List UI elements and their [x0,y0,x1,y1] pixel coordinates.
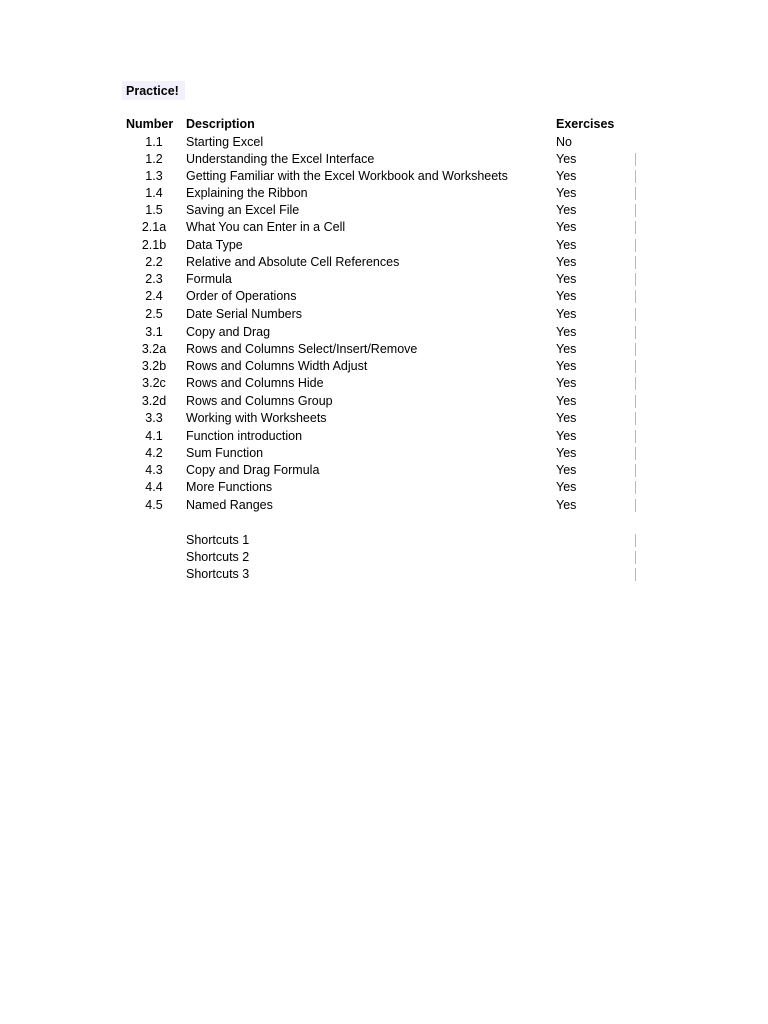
cell-border-marker [635,239,636,252]
cell-border-marker [635,447,636,460]
row-exercises: Yes [556,376,577,390]
row-number: 4.1 [145,429,163,443]
row-description: Getting Familiar with the Excel Workbook and Worksheets [186,169,508,183]
table-row[interactable] [0,288,768,305]
cell-border-marker [635,170,636,183]
header-description: Description [186,117,255,131]
cell-border-marker [635,412,636,425]
row-exercises: Yes [556,394,577,408]
row-exercises: Yes [556,411,577,425]
row-description: Function introduction [186,429,303,443]
table-row[interactable] [0,254,768,271]
row-description: Rows and Columns Select/Insert/Remove [186,342,418,356]
row-exercises: Yes [556,307,577,321]
row-description: Sum Function [186,446,264,460]
row-exercises: Yes [556,152,577,166]
table-row[interactable] [0,410,768,427]
row-number: 2.4 [145,289,163,303]
cell-border-marker [635,395,636,408]
row-description: Copy and Drag Formula [186,463,320,477]
row-exercises: Yes [556,463,577,477]
cell-border-marker [635,464,636,477]
table-row[interactable] [0,324,768,341]
cell-border-marker [635,153,636,166]
row-description: What You can Enter in a Cell [186,220,346,234]
row-exercises: Yes [556,342,577,356]
cell-border-marker [635,568,636,581]
table-row[interactable] [0,445,768,462]
row-number: 2.1b [141,238,167,252]
cell-border-marker [635,326,636,339]
row-number: 2.3 [145,272,163,286]
row-exercises: Yes [556,238,577,252]
row-number: 4.3 [145,463,163,477]
shortcut-label: Shortcuts 2 [186,550,250,564]
row-exercises: Yes [556,325,577,339]
row-number: 4.4 [145,480,163,494]
row-exercises: Yes [556,255,577,269]
cell-border-marker [635,377,636,390]
shortcut-row[interactable] [0,549,768,566]
cell-border-marker [635,534,636,547]
row-number: 2.1a [141,220,167,234]
row-number: 2.2 [145,255,163,269]
page-title: Practice! [126,84,179,98]
row-number: 4.2 [145,446,163,460]
table-row[interactable] [0,341,768,358]
row-number: 3.1 [145,325,163,339]
row-number: 3.2a [141,342,167,356]
row-description: Starting Excel [186,135,264,149]
row-description: Saving an Excel File [186,203,300,217]
table-row[interactable] [0,375,768,392]
row-description: Understanding the Excel Interface [186,152,375,166]
row-number: 3.2b [141,359,167,373]
row-description: Order of Operations [186,289,297,303]
cell-border-marker [635,430,636,443]
row-description: Date Serial Numbers [186,307,303,321]
row-description: Named Ranges [186,498,273,512]
row-description: Rows and Columns Group [186,394,333,408]
table-row[interactable] [0,358,768,375]
row-description: Formula [186,272,232,286]
table-row[interactable] [0,393,768,410]
cell-border-marker [635,290,636,303]
row-exercises: Yes [556,203,577,217]
row-description: Rows and Columns Hide [186,376,324,390]
row-number: 4.5 [145,498,163,512]
cell-border-marker [635,187,636,200]
row-number: 1.2 [145,152,163,166]
cell-border-marker [635,308,636,321]
row-number: 3.2d [141,394,167,408]
row-exercises: Yes [556,289,577,303]
table-row[interactable] [0,168,768,185]
table-row[interactable] [0,479,768,496]
row-description: Data Type [186,238,243,252]
row-description: Relative and Absolute Cell References [186,255,400,269]
row-exercises: Yes [556,480,577,494]
row-description: More Functions [186,480,273,494]
cell-border-marker [635,481,636,494]
shortcut-label: Shortcuts 3 [186,567,250,581]
table-row[interactable] [0,202,768,219]
shortcut-row[interactable] [0,532,768,549]
row-description: Explaining the Ribbon [186,186,308,200]
cell-border-marker [635,360,636,373]
row-exercises: No [556,135,572,149]
shortcut-label: Shortcuts 1 [186,533,250,547]
cell-border-marker [635,499,636,512]
cell-border-marker [635,273,636,286]
row-description: Copy and Drag [186,325,271,339]
table-row[interactable] [0,462,768,479]
row-exercises: Yes [556,169,577,183]
row-number: 3.2c [142,376,166,390]
row-exercises: Yes [556,446,577,460]
row-number: 1.5 [145,203,163,217]
cell-border-marker [635,256,636,269]
row-exercises: Yes [556,359,577,373]
table-row[interactable] [0,151,768,168]
row-exercises: Yes [556,272,577,286]
cell-border-marker [635,343,636,356]
table-row[interactable] [0,271,768,288]
table-row[interactable] [0,428,768,445]
cell-border-marker [635,221,636,234]
shortcut-row[interactable] [0,566,768,583]
row-number: 1.1 [145,135,163,149]
cell-border-marker [635,204,636,217]
table-row[interactable] [0,219,768,236]
row-exercises: Yes [556,186,577,200]
row-number: 1.3 [145,169,163,183]
row-description: Rows and Columns Width Adjust [186,359,368,373]
header-number: Number [126,117,174,131]
row-number: 3.3 [145,411,163,425]
table-row[interactable] [0,306,768,323]
row-exercises: Yes [556,498,577,512]
table-row[interactable] [0,237,768,254]
row-number: 2.5 [145,307,163,321]
row-description: Working with Worksheets [186,411,327,425]
cell-border-marker [635,551,636,564]
header-exercises: Exercises [556,117,615,131]
row-exercises: Yes [556,429,577,443]
table-row[interactable] [0,134,768,151]
row-number: 1.4 [145,186,163,200]
row-exercises: Yes [556,220,577,234]
table-row[interactable] [0,185,768,202]
table-row[interactable] [0,497,768,514]
table-header [0,116,768,133]
